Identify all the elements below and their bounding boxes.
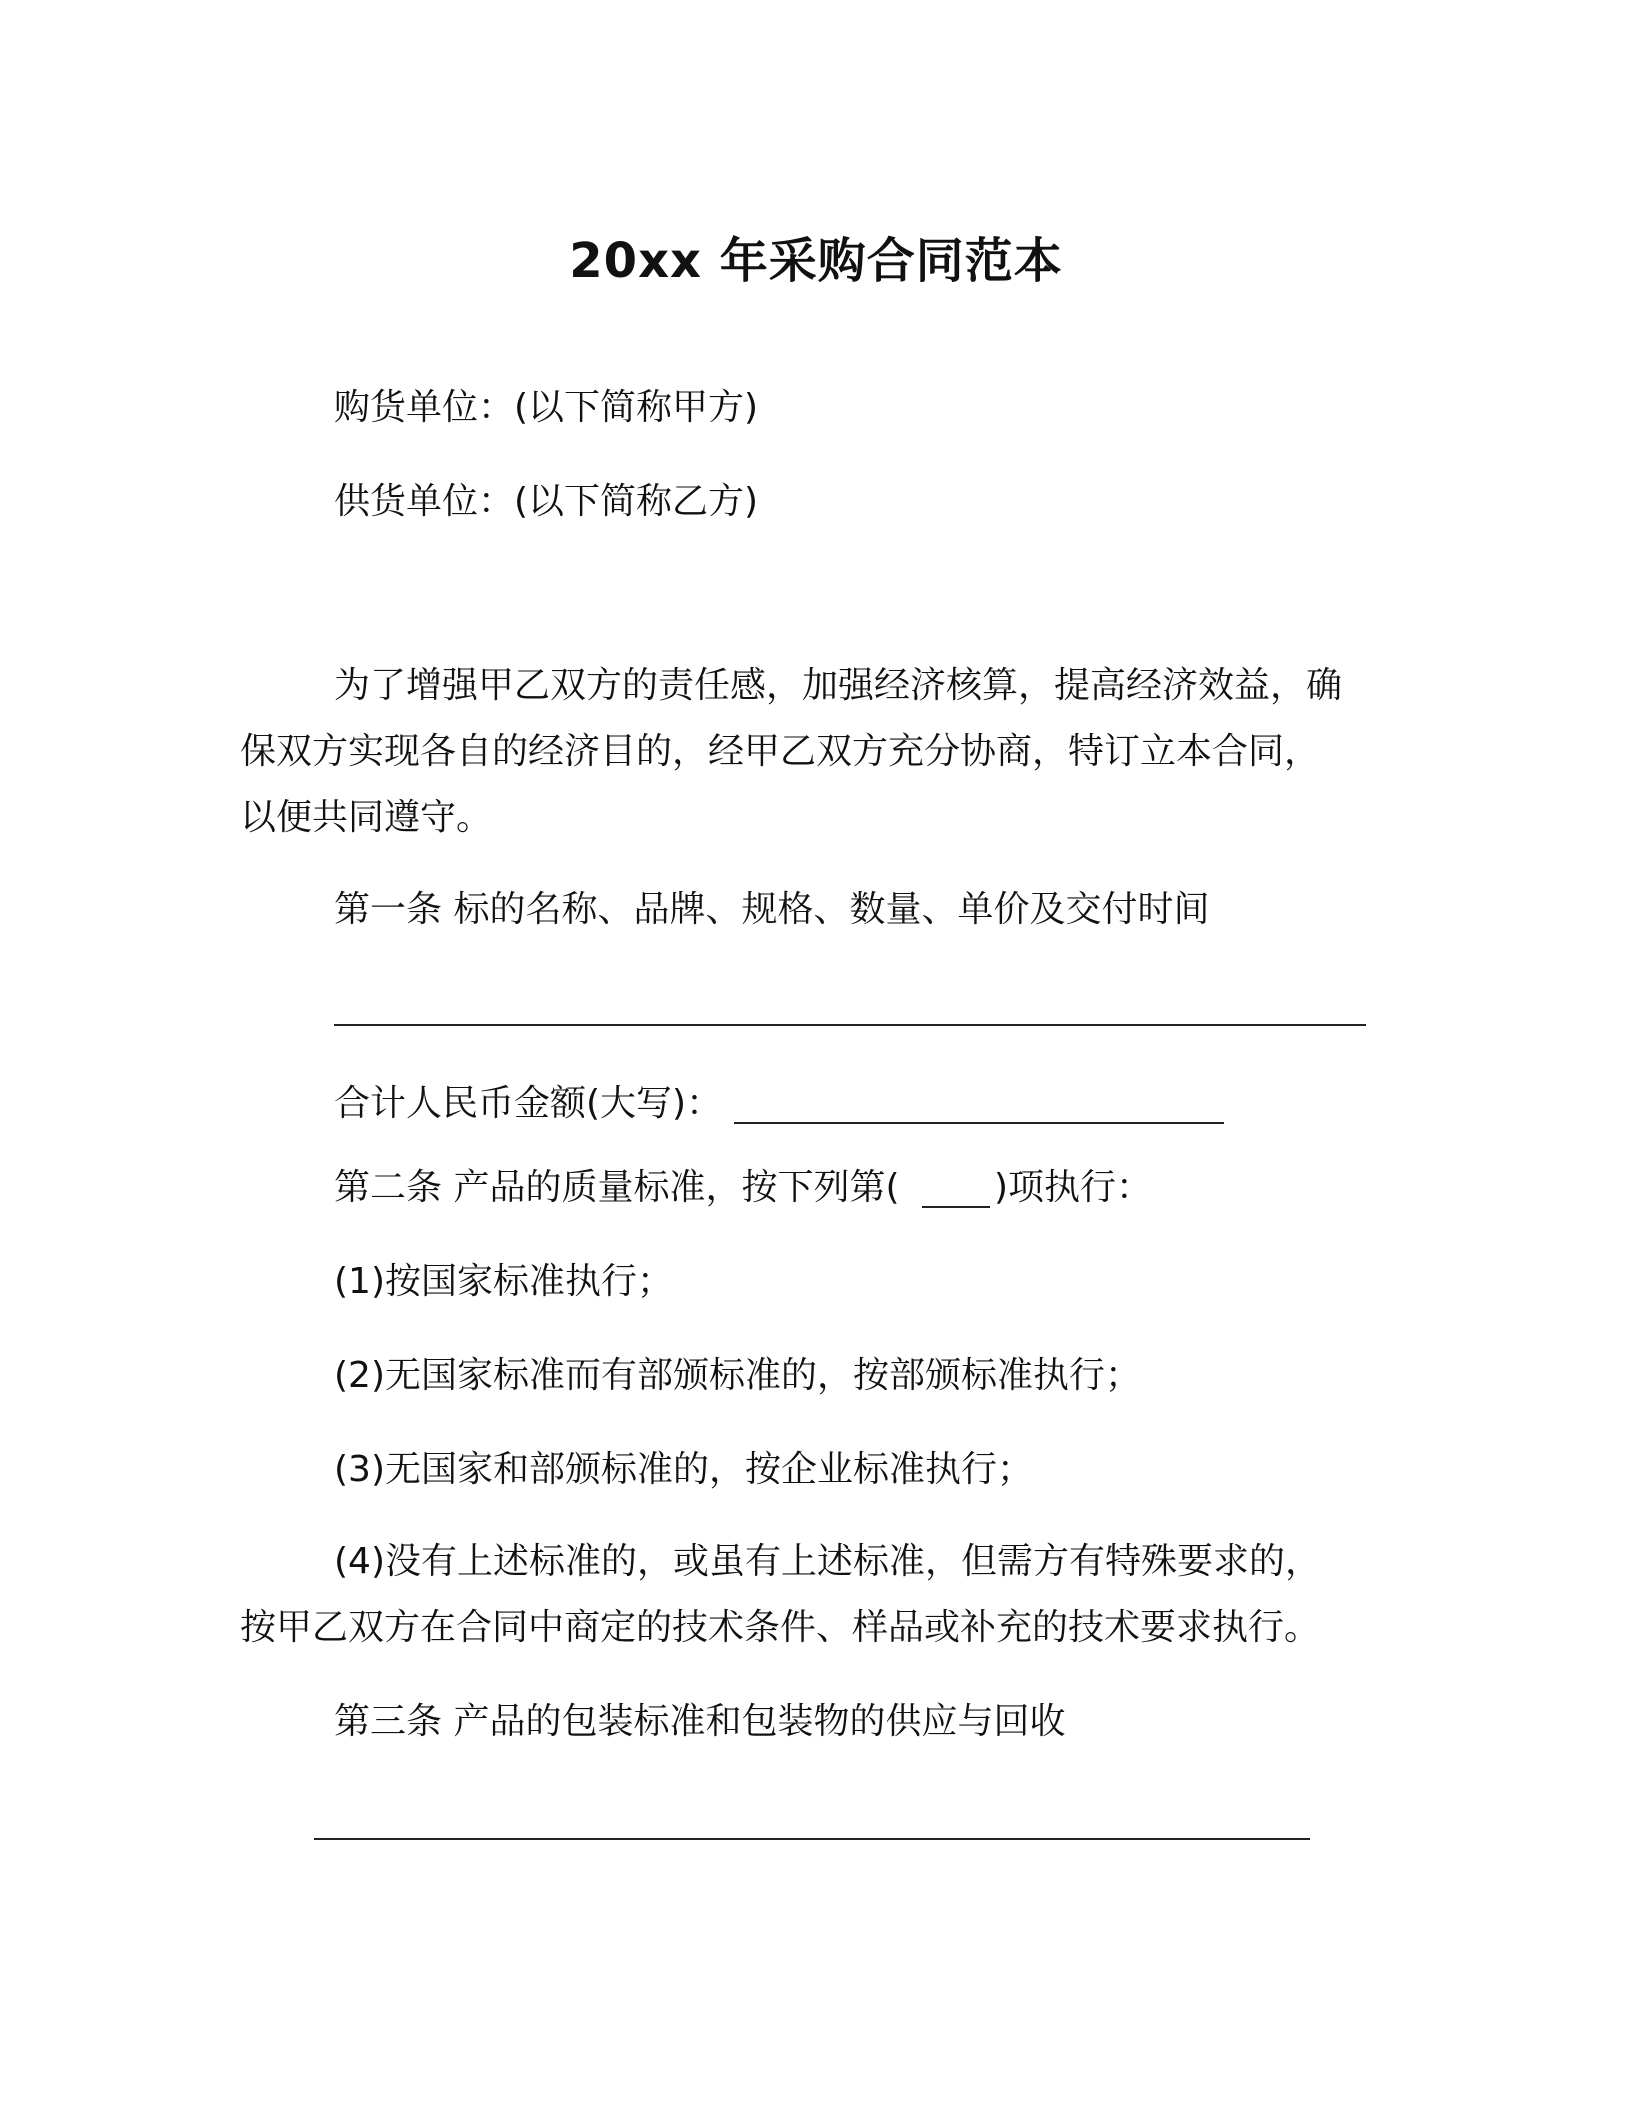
intro-line-3: 以便共同遵守。 xyxy=(240,797,493,838)
intro-line-1: 为了增强甲乙双方的责任感，加强经济核算，提高经济效益，确 xyxy=(334,665,1343,706)
intro-line-2: 保双方实现各自的经济目的，经甲乙双方充分协商，特订立本合同， xyxy=(240,731,1321,772)
standard-item-4-line-1: (4)没有上述标准的，或虽有上述标准，但需方有特殊要求的， xyxy=(334,1541,1321,1582)
total-amount-label: 合计人民币金额(大写)： xyxy=(334,1083,723,1124)
article-1-heading: 第一条 标的名称、品牌、规格、数量、单价及交付时间 xyxy=(334,889,1210,930)
standard-item-2: (2)无国家标准而有部颁标准的，按部颁标准执行； xyxy=(334,1355,1141,1396)
article-3-heading: 第三条 产品的包装标准和包装物的供应与回收 xyxy=(334,1701,1066,1742)
article-2-blank xyxy=(922,1206,990,1208)
article-1-blank-line xyxy=(334,1024,1366,1026)
standard-item-4-line-2: 按甲乙双方在合同中商定的技术条件、样品或补充的技术要求执行。 xyxy=(240,1607,1321,1648)
supplier-line: 供货单位：(以下简称乙方) xyxy=(334,481,759,522)
article-2-heading: 第二条 产品的质量标准，按下列第( xyxy=(334,1167,900,1208)
buyer-line: 购货单位：(以下简称甲方) xyxy=(334,387,759,428)
article-3-blank-line xyxy=(314,1838,1310,1840)
article-2-heading-tail: )项执行： xyxy=(994,1167,1153,1208)
standard-item-1: (1)按国家标准执行； xyxy=(334,1261,673,1302)
total-amount-blank xyxy=(734,1122,1224,1124)
standard-item-3: (3)无国家和部颁标准的，按企业标准执行； xyxy=(334,1449,1033,1490)
document-title: 20xx 年采购合同范本 xyxy=(569,233,1063,289)
